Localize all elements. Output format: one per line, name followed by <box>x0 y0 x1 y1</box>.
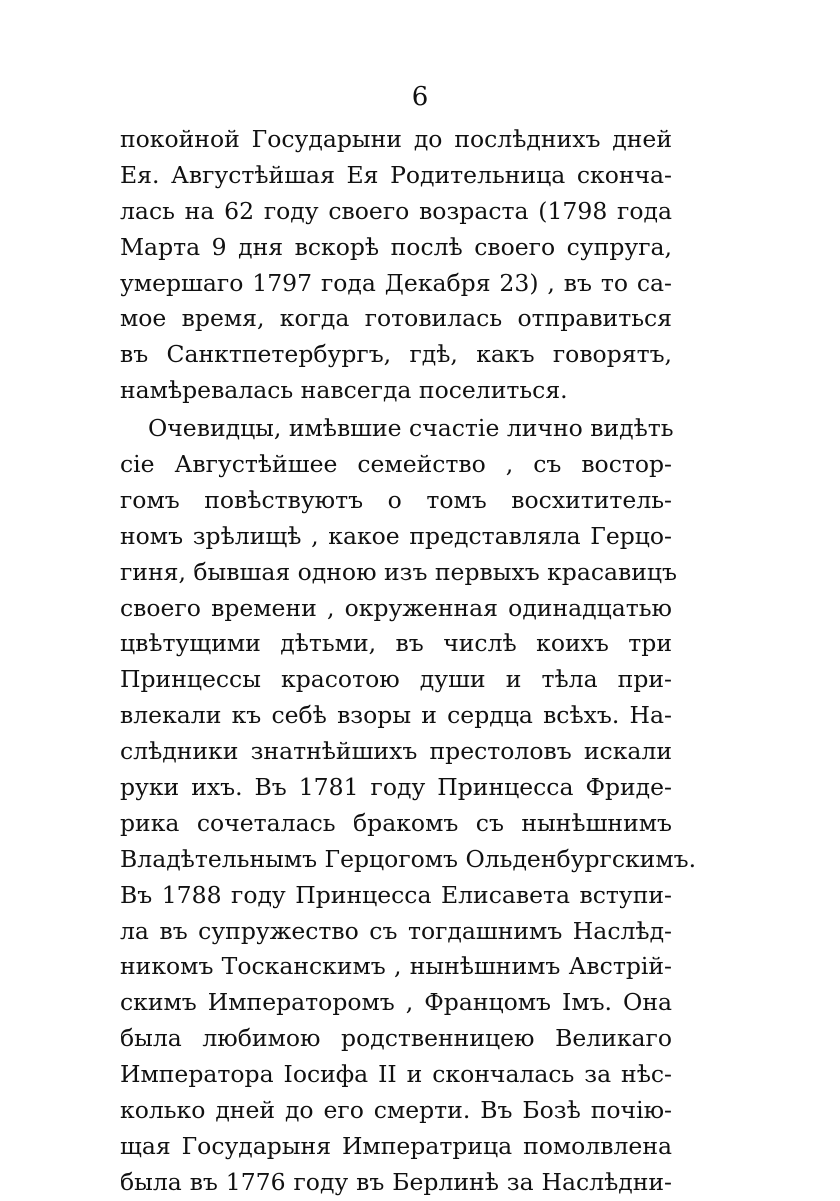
text-line: Императора Іосифа II и скончалась за нѣс- <box>120 1060 672 1089</box>
text-line: цвѣтущими дѣтьми, въ числѣ коихъ три <box>120 629 672 658</box>
text-line: номъ зрѣлищѣ , какое представляла Герцо- <box>120 521 672 550</box>
paragraph <box>120 411 697 1201</box>
text-line: въ Санктпетербургъ, гдѣ, какъ говорятъ, <box>120 340 672 369</box>
text-line: умершаго 1797 года Декабря 23) , въ то са- <box>120 268 672 297</box>
text-line: лась на 62 году своего возраста (1798 года <box>120 196 672 225</box>
text-line: покойной Государыни до послѣднихъ дней <box>120 125 672 153</box>
text-line: Очевидцы, имѣвшие счастіе лично видѣть <box>148 414 674 443</box>
text-line: Въ 1788 году Принцесса Елисавета вступи- <box>120 880 672 909</box>
text-line: гиня, бывшая одною изъ первыхъ красавицъ <box>120 557 677 586</box>
page-number: 6 <box>411 82 429 112</box>
text-line: руки ихъ. Въ 1781 году Принцесса Фриде- <box>120 773 672 802</box>
text-line: рика сочеталась бракомъ съ нынѣшнимъ <box>120 808 672 837</box>
text-line: Марта 9 дня вскорѣ послѣ своего супруга, <box>120 232 672 261</box>
text-line: была въ 1776 году въ Берлинѣ за Наслѣдни- <box>120 1167 672 1196</box>
text-line: своего времени , окруженная одинадцатью <box>120 593 672 622</box>
text-line: Ея. Августѣйшая Ея Родительница сконча- <box>120 160 672 189</box>
paragraph <box>120 122 672 409</box>
text-line: влекали къ себѣ взоры и сердца всѣхъ. На- <box>120 701 672 730</box>
body-text <box>120 122 697 1201</box>
text-line: Принцессы красотою души и тѣла при- <box>120 665 672 694</box>
text-line: мое время, когда готовилась отправиться <box>120 304 672 333</box>
text-line: гомъ повѣствуютъ о томъ восхититель- <box>120 485 672 514</box>
text-line: скимъ Императоромъ , Францомъ Iмъ. Она <box>120 988 672 1017</box>
text-line: была любимою родственницею Великаго <box>120 1024 672 1053</box>
text-line: ла въ супружество съ тогдашнимъ Наслѣд- <box>120 916 672 945</box>
text-line: колько дней до его смерти. Въ Бозѣ почію- <box>120 1096 672 1125</box>
text-line: намѣревалась навсегда поселиться. <box>120 376 568 405</box>
text-line: щая Государыня Императрица помолвлена <box>120 1131 672 1160</box>
text-line: Владѣтельнымъ Герцогомъ Ольденбургскимъ. <box>120 844 697 873</box>
text-line: сіе Августѣйшее семейство , съ востор- <box>120 450 672 479</box>
text-line: слѣдники знатнѣйшихъ престоловъ искали <box>120 737 672 766</box>
text-line: никомъ Тосканскимъ , нынѣшнимъ Австрій- <box>120 952 672 981</box>
